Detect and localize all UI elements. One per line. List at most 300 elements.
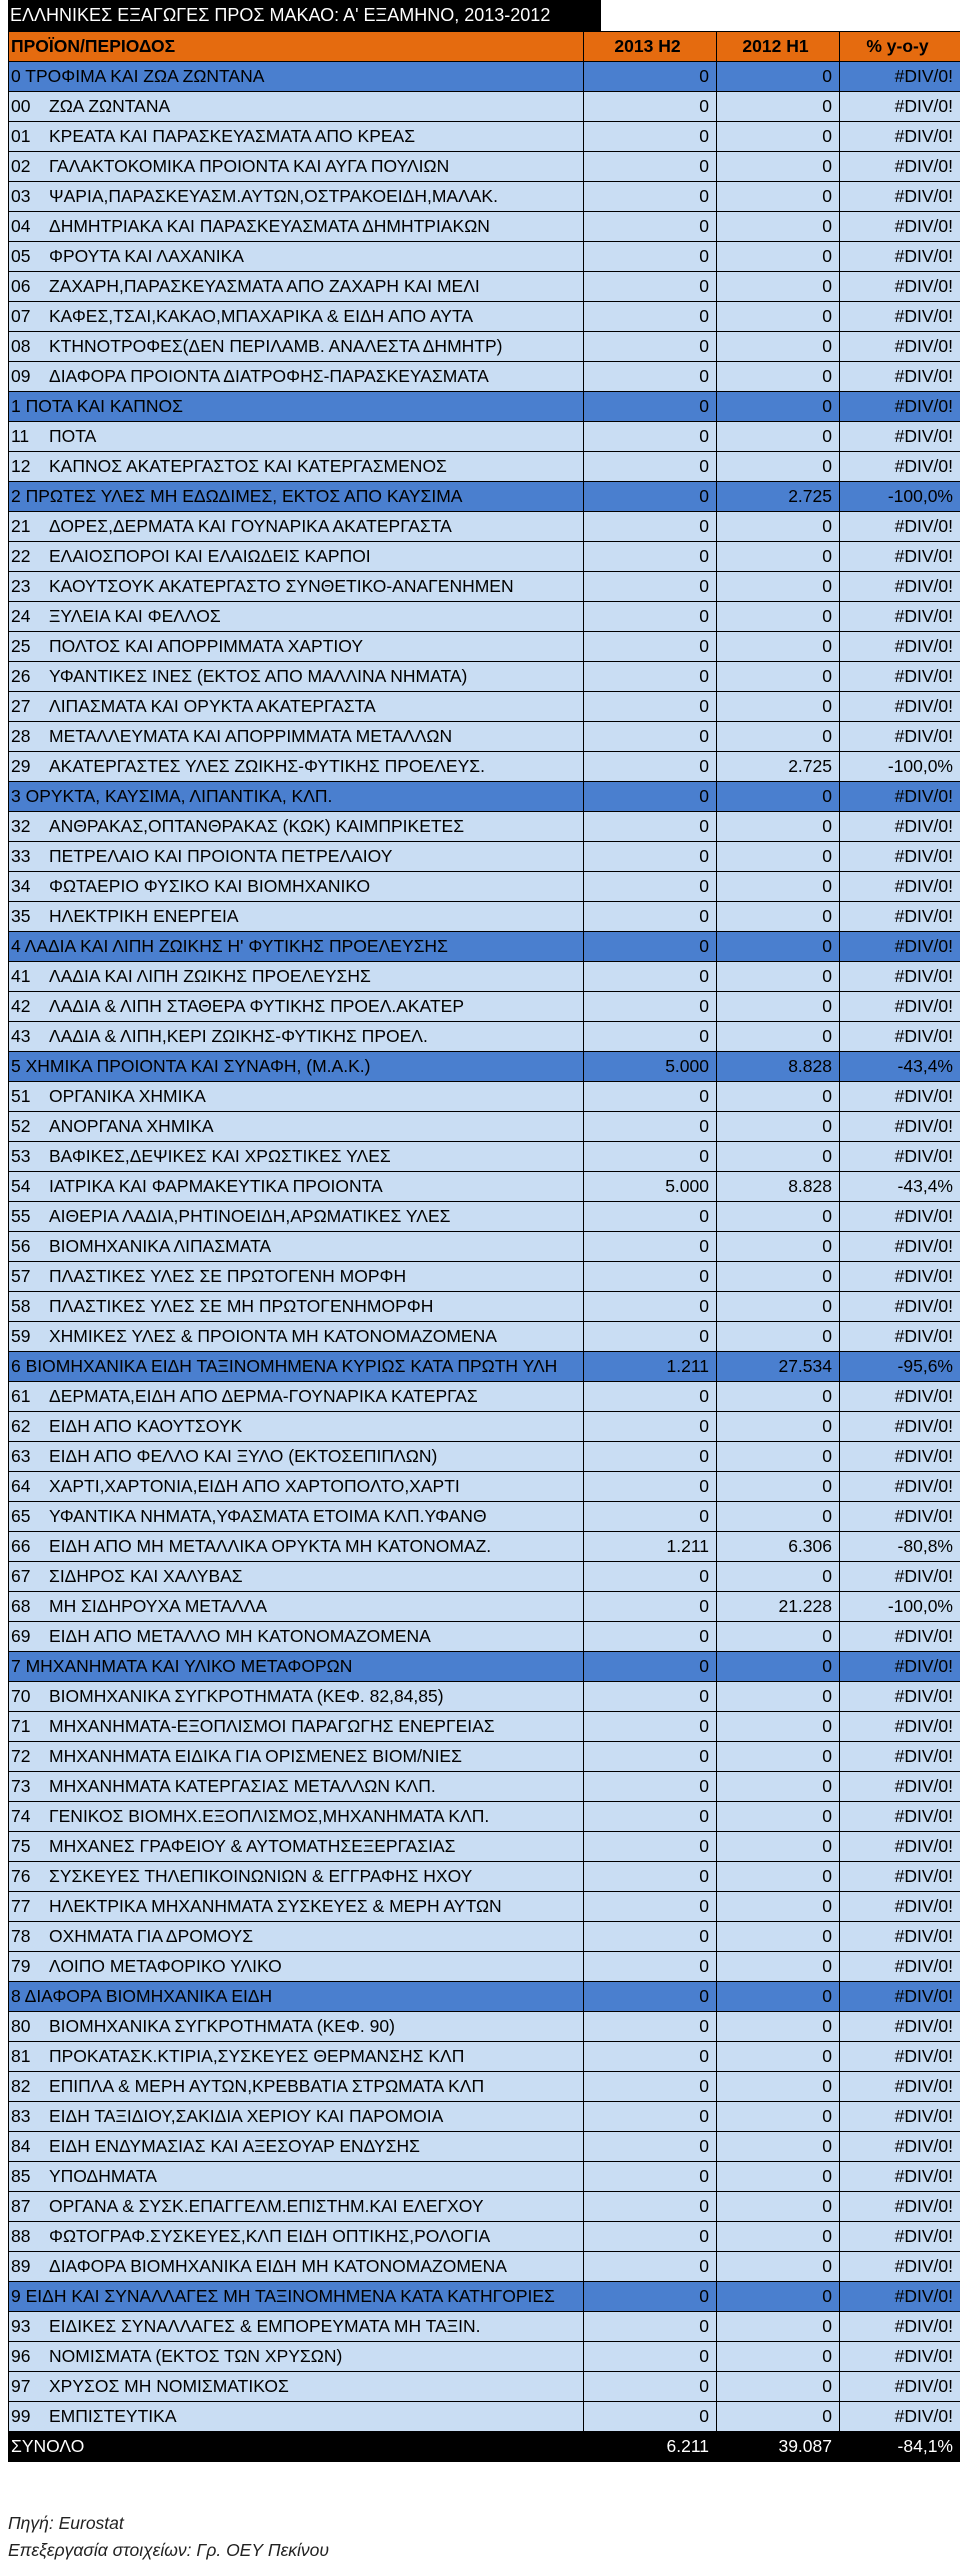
value-2012-h1: 0 (717, 302, 840, 332)
value-yoy: #DIV/0! (840, 542, 960, 572)
product-code: 32 (11, 816, 31, 836)
value-2013-h2: 0 (584, 122, 717, 152)
value-2013-h2: 0 (584, 332, 717, 362)
value-2012-h1: 0 (717, 962, 840, 992)
value-2012-h1: 0 (717, 1082, 840, 1112)
subcategory-row (9, 2132, 960, 2162)
value-2012-h1: 0 (717, 1292, 840, 1322)
value-2012-h1: 0 (717, 1682, 840, 1712)
product-cell (9, 572, 584, 602)
product-name: ΔΕΡΜΑΤΑ,ΕΙΔΗ ΑΠΟ ΔΕΡΜΑ-ΓΟΥΝΑΡΙΚΑ ΚΑΤΕΡΓΑΣ (49, 1386, 478, 1406)
value-2012-h1: 0 (717, 1622, 840, 1652)
product-cell (9, 1832, 584, 1862)
product-cell (9, 452, 584, 482)
subcategory-row (9, 2192, 960, 2222)
product-name: ΨΑΡΙΑ,ΠΑΡΑΣΚΕΥΑΣΜ.ΑΥΤΩΝ,ΟΣΤΡΑΚΟΕΙΔΗ,ΜΑΛΑΚ. (49, 186, 498, 206)
product-name: ΕΙΔΙΚΕΣ ΣΥΝΑΛΛΑΓΕΣ & ΕΜΠΟΡΕΥΜΑΤΑ ΜΗ ΤΑΞΙΝ. (49, 2316, 481, 2336)
value-2012-h1: 0 (717, 2312, 840, 2342)
product-name: ΜΗ ΣΙΔΗΡΟΥΧΑ ΜΕΤΑΛΛΑ (49, 1596, 268, 1616)
product-code: 04 (11, 216, 31, 236)
value-2012-h1: 0 (717, 872, 840, 902)
product-code: 22 (11, 546, 31, 566)
product-code: 62 (11, 1416, 31, 1436)
processing-note: Επεξεργασία στοιχείων: Γρ. ΟΕΥ Πεκίνου (8, 2540, 329, 2560)
subcategory-row (9, 152, 960, 182)
subcategory-row (9, 1772, 960, 1802)
product-name: ΛΑΔΙΑ & ΛΙΠΗ,ΚΕΡΙ ΖΩΙΚΗΣ-ΦΥΤΙΚΗΣ ΠΡΟΕΛ. (49, 1026, 428, 1046)
value-2012-h1: 0 (717, 332, 840, 362)
subcategory-row (9, 1952, 960, 1982)
product-cell (9, 1802, 584, 1832)
subcategory-row (9, 302, 960, 332)
product-name: ΜΕΤΑΛΛΕΥΜΑΤΑ ΚΑΙ ΑΠΟΡΡΙΜΜΑΤΑ ΜΕΤΑΛΛΩΝ (49, 726, 453, 746)
value-yoy: #DIV/0! (840, 782, 960, 812)
value-yoy: #DIV/0! (840, 2372, 960, 2402)
product-cell (9, 1862, 584, 1892)
value-yoy: -95,6% (840, 1352, 960, 1382)
subcategory-row (9, 752, 960, 782)
value-yoy: #DIV/0! (840, 1082, 960, 1112)
product-name: ΕΠΙΠΛΑ & ΜΕΡΗ ΑΥΤΩΝ,ΚΡΕΒΒΑΤΙΑ ΣΤΡΩΜΑΤΑ ΚΛΠ (49, 2076, 485, 2096)
value-2013-h2: 0 (584, 182, 717, 212)
value-yoy: #DIV/0! (840, 1922, 960, 1952)
product-code: 11 (11, 426, 30, 446)
category-row (9, 62, 960, 92)
product-name: 5 ΧΗΜΙΚΑ ΠΡΟΙΟΝΤΑ ΚΑΙ ΣΥΝΑΦΗ, (Μ.Α.Κ.) (11, 1056, 371, 1076)
subcategory-row (9, 182, 960, 212)
product-cell (9, 482, 584, 512)
subcategory-row (9, 92, 960, 122)
value-2012-h1: 0 (717, 2402, 840, 2432)
product-code: 57 (11, 1266, 31, 1286)
value-2012-h1: 0 (717, 2282, 840, 2312)
value-2013-h2: 0 (584, 422, 717, 452)
product-cell (9, 1502, 584, 1532)
value-2012-h1: 0 (717, 602, 840, 632)
value-2012-h1: 27.534 (717, 1352, 840, 1382)
product-name: ΧΑΡΤΙ,ΧΑΡΤΟΝΙΑ,ΕΙΔΗ ΑΠΟ ΧΑΡΤΟΠΟΛΤΟ,ΧΑΡΤΙ (49, 1476, 460, 1496)
value-yoy: #DIV/0! (840, 2312, 960, 2342)
product-name: ΠΟΤΑ (49, 426, 97, 446)
product-name: 7 ΜΗΧΑΝΗΜΑΤΑ ΚΑΙ ΥΛΙΚΟ ΜΕΤΑΦΟΡΩΝ (11, 1656, 353, 1676)
value-2012-h1: 0 (717, 572, 840, 602)
product-name: ΕΙΔΗ ΑΠΟ ΜΕΤΑΛΛΟ ΜΗ ΚΑΤΟΝΟΜΑΖΟΜΕΝΑ (49, 1626, 431, 1646)
value-2013-h2: 0 (584, 2072, 717, 2102)
category-row (9, 932, 960, 962)
value-yoy: #DIV/0! (840, 1442, 960, 1472)
product-name: ΓΑΛΑΚΤΟΚΟΜΙΚΑ ΠΡΟΙΟΝΤΑ ΚΑΙ ΑΥΓΑ ΠΟΥΛΙΩΝ (49, 156, 450, 176)
value-2012-h1: 0 (717, 542, 840, 572)
product-cell (9, 2162, 584, 2192)
product-cell (9, 1592, 584, 1622)
product-name: ΑΝΘΡΑΚΑΣ,ΟΠΤΑΝΘΡΑΚΑΣ (ΚΩΚ) ΚΑΙΜΠΡΙΚΕΤΕΣ (49, 816, 465, 836)
value-2013-h2: 0 (584, 512, 717, 542)
product-name: ΣΙΔΗΡΟΣ ΚΑΙ ΧΑΛΥΒΑΣ (49, 1566, 243, 1586)
product-name: ΠΕΤΡΕΛΑΙΟ ΚΑΙ ΠΡΟΙΟΝΤΑ ΠΕΤΡΕΛΑΙΟΥ (49, 846, 393, 866)
product-name: ΚΡΕΑΤΑ ΚΑΙ ΠΑΡΑΣΚΕΥΑΣΜΑΤΑ ΑΠΟ ΚΡΕΑΣ (49, 126, 416, 146)
product-cell (9, 2042, 584, 2072)
value-2012-h1: 0 (717, 1922, 840, 1952)
header-2012-h1: 2012 H1 (717, 32, 840, 62)
product-cell (9, 422, 584, 452)
subcategory-row (9, 572, 960, 602)
value-2013-h2: 0 (584, 572, 717, 602)
product-cell (9, 1652, 584, 1682)
product-name: ΟΡΓΑΝΑ & ΣΥΣΚ.ΕΠΑΓΓΕΛΜ.ΕΠΙΣΤΗΜ.ΚΑΙ ΕΛΕΓΧΟΥ (49, 2196, 484, 2216)
value-yoy: #DIV/0! (840, 1412, 960, 1442)
value-2012-h1: 6.306 (717, 1532, 840, 1562)
product-name: ΜΗΧΑΝΗΜΑΤΑ ΕΙΔΙΚΑ ΓΙΑ ΟΡΙΣΜΕΝΕΣ ΒΙΟΜ/ΝΙΕΣ (49, 1746, 462, 1766)
value-yoy: #DIV/0! (840, 962, 960, 992)
subcategory-row (9, 422, 960, 452)
value-2013-h2: 0 (584, 2252, 717, 2282)
sheet-title: ΕΛΛΗΝΙΚΕΣ ΕΞΑΓΩΓΕΣ ΠΡΟΣ ΜΑΚΑΟ: Α' ΕΞΑΜΗΝΟ, 2013-2012 (8, 0, 601, 31)
value-2013-h2: 0 (584, 1772, 717, 1802)
product-code: 09 (11, 366, 31, 386)
value-yoy: -100,0% (840, 482, 960, 512)
product-cell (9, 752, 584, 782)
product-code: 61 (11, 1386, 31, 1406)
value-2013-h2: 0 (584, 1262, 717, 1292)
value-2013-h2: 0 (584, 2372, 717, 2402)
product-name: ΠΟΛΤΟΣ ΚΑΙ ΑΠΟΡΡΙΜΜΑΤΑ ΧΑΡΤΙΟΥ (49, 636, 364, 656)
value-2013-h2: 0 (584, 1922, 717, 1952)
product-name: ΕΙΔΗ ΕΝΔΥΜΑΣΙΑΣ ΚΑΙ ΑΞΕΣΟΥΑΡ ΕΝΔΥΣΗΣ (49, 2136, 420, 2156)
value-2013-h2: 0 (584, 1952, 717, 1982)
value-2012-h1: 0 (717, 1772, 840, 1802)
value-2013-h2: 0 (584, 212, 717, 242)
product-name: 3 ΟΡΥΚΤΑ, ΚΑΥΣΙΜΑ, ΛΙΠΑΝΤΙΚΑ, ΚΛΠ. (11, 786, 333, 806)
product-cell (9, 2132, 584, 2162)
subcategory-row (9, 1082, 960, 1112)
value-2013-h2: 0 (584, 932, 717, 962)
product-code: 71 (11, 1716, 31, 1736)
subcategory-row (9, 2162, 960, 2192)
value-2012-h1: 0 (717, 512, 840, 542)
value-2013-h2: 0 (584, 1082, 717, 1112)
value-2012-h1: 0 (717, 1712, 840, 1742)
value-yoy: #DIV/0! (840, 1262, 960, 1292)
subcategory-row (9, 842, 960, 872)
product-name: ΛΙΠΑΣΜΑΤΑ ΚΑΙ ΟΡΥΚΤΑ ΑΚΑΤΕΡΓΑΣΤΑ (49, 696, 376, 716)
product-code: 12 (11, 456, 31, 476)
value-yoy: #DIV/0! (840, 92, 960, 122)
value-yoy: #DIV/0! (840, 812, 960, 842)
value-yoy: #DIV/0! (840, 2072, 960, 2102)
product-name: ΚΑΦΕΣ,ΤΣΑΙ,ΚΑΚΑΟ,ΜΠΑΧΑΡΙΚΑ & ΕΙΔΗ ΑΠΟ ΑΥΤΑ (49, 306, 474, 326)
value-2012-h1: 0 (717, 2162, 840, 2192)
value-2012-h1: 21.228 (717, 1592, 840, 1622)
value-2013-h2: 0 (584, 1982, 717, 2012)
value-2012-h1: 0 (717, 62, 840, 92)
product-cell (9, 62, 584, 92)
value-2013-h2: 0 (584, 2162, 717, 2192)
product-name: ΧΡΥΣΟΣ ΜΗ ΝΟΜΙΣΜΑΤΙΚΟΣ (49, 2376, 289, 2396)
product-name: ΠΛΑΣΤΙΚΕΣ ΥΛΕΣ ΣΕ ΜΗ ΠΡΩΤΟΓΕΝΗΜΟΡΦΗ (49, 1296, 434, 1316)
value-2013-h2: 0 (584, 1742, 717, 1772)
product-cell (9, 632, 584, 662)
value-yoy: #DIV/0! (840, 1712, 960, 1742)
product-cell (9, 1052, 584, 1082)
value-2013-h2: 0 (584, 1022, 717, 1052)
product-cell (9, 272, 584, 302)
value-2013-h2: 0 (584, 962, 717, 992)
value-2013-h2: 0 (584, 2282, 717, 2312)
subcategory-row (9, 902, 960, 932)
product-code: 33 (11, 846, 31, 866)
value-2013-h2: 5.000 (584, 1052, 717, 1082)
product-name: 0 ΤΡΟΦΙΜΑ ΚΑΙ ΖΩΑ ΖΩΝΤΑΝΑ (11, 66, 265, 86)
header-product: ΠΡΟΪΟΝ/ΠΕΡΙΟΔΟΣ (9, 32, 584, 62)
product-name: ΗΛΕΚΤΡΙΚΗ ΕΝΕΡΓΕΙΑ (49, 906, 239, 926)
product-name: ΜΗΧΑΝΗΜΑΤΑ-ΕΞΟΠΛΙΣΜΟΙ ΠΑΡΑΓΩΓΗΣ ΕΝΕΡΓΕΙΑΣ (49, 1716, 495, 1736)
value-2012-h1: 8.828 (717, 1052, 840, 1082)
subcategory-row (9, 362, 960, 392)
value-2013-h2: 0 (584, 1622, 717, 1652)
product-name: ΥΠΟΔΗΜΑΤΑ (49, 2166, 157, 2186)
value-2012-h1: 0 (717, 2102, 840, 2132)
value-yoy: #DIV/0! (840, 572, 960, 602)
product-cell (9, 152, 584, 182)
product-code: 53 (11, 1146, 31, 1166)
subcategory-row (9, 1742, 960, 1772)
value-2013-h2: 0 (584, 1712, 717, 1742)
product-code: 75 (11, 1836, 31, 1856)
product-code: 56 (11, 1236, 31, 1256)
total-2013-h2: 6.211 (584, 2432, 717, 2462)
product-code: 99 (11, 2406, 31, 2426)
subcategory-row (9, 2042, 960, 2072)
product-code: 84 (11, 2136, 31, 2156)
product-cell (9, 1172, 584, 1202)
subcategory-row (9, 1682, 960, 1712)
subcategory-row (9, 1232, 960, 1262)
value-2013-h2: 0 (584, 62, 717, 92)
exports-table (8, 31, 960, 2462)
value-2013-h2: 0 (584, 1442, 717, 1472)
subcategory-row (9, 1442, 960, 1472)
product-code: 29 (11, 756, 31, 776)
product-cell (9, 692, 584, 722)
value-2013-h2: 0 (584, 872, 717, 902)
value-2013-h2: 0 (584, 1382, 717, 1412)
product-cell (9, 1142, 584, 1172)
product-code: 06 (11, 276, 31, 296)
product-name: ΔΟΡΕΣ,ΔΕΡΜΑΤΑ ΚΑΙ ΓΟΥΝΑΡΙΚΑ ΑΚΑΤΕΡΓΑΣΤΑ (49, 516, 452, 536)
product-cell (9, 902, 584, 932)
subcategory-row (9, 1142, 960, 1172)
value-2012-h1: 0 (717, 362, 840, 392)
value-2012-h1: 0 (717, 932, 840, 962)
value-yoy: -80,8% (840, 1532, 960, 1562)
product-cell (9, 2222, 584, 2252)
value-yoy: #DIV/0! (840, 2282, 960, 2312)
product-code: 01 (11, 126, 31, 146)
value-2012-h1: 0 (717, 902, 840, 932)
value-2012-h1: 0 (717, 1022, 840, 1052)
category-row (9, 782, 960, 812)
value-2012-h1: 0 (717, 1412, 840, 1442)
value-yoy: #DIV/0! (840, 992, 960, 1022)
subcategory-row (9, 2012, 960, 2042)
value-2013-h2: 0 (584, 2222, 717, 2252)
value-yoy: #DIV/0! (840, 1292, 960, 1322)
value-yoy: -100,0% (840, 1592, 960, 1622)
category-row (9, 1652, 960, 1682)
product-code: 78 (11, 1926, 31, 1946)
value-yoy: #DIV/0! (840, 692, 960, 722)
value-yoy: #DIV/0! (840, 2012, 960, 2042)
product-cell (9, 1952, 584, 1982)
value-2012-h1: 0 (717, 272, 840, 302)
product-name: ΕΜΠΙΣΤΕΥΤΙΚΑ (49, 2406, 177, 2426)
category-row (9, 392, 960, 422)
product-name: ΦΡΟΥΤΑ ΚΑΙ ΛΑΧΑΝΙΚΑ (49, 246, 244, 266)
subcategory-row (9, 1532, 960, 1562)
value-2013-h2: 0 (584, 1472, 717, 1502)
product-cell (9, 1742, 584, 1772)
product-name: ΞΥΛΕΙΑ ΚΑΙ ΦΕΛΛΟΣ (49, 606, 221, 626)
product-code: 03 (11, 186, 31, 206)
value-yoy: #DIV/0! (840, 2342, 960, 2372)
product-code: 08 (11, 336, 31, 356)
value-yoy: #DIV/0! (840, 1502, 960, 1532)
subcategory-row (9, 2222, 960, 2252)
product-name: ΧΗΜΙΚΕΣ ΥΛΕΣ & ΠΡΟΙΟΝΤΑ ΜΗ ΚΑΤΟΝΟΜΑΖΟΜΕΝΑ (49, 1326, 497, 1346)
product-name: ΚΑΠΝΟΣ ΑΚΑΤΕΡΓΑΣΤΟΣ ΚΑΙ ΚΑΤΕΡΓΑΣΜΕΝΟΣ (49, 456, 447, 476)
value-2012-h1: 0 (717, 2072, 840, 2102)
value-yoy: #DIV/0! (840, 1472, 960, 1502)
value-yoy: #DIV/0! (840, 272, 960, 302)
value-2012-h1: 0 (717, 212, 840, 242)
product-code: 27 (11, 696, 31, 716)
product-cell (9, 1772, 584, 1802)
product-cell (9, 362, 584, 392)
table-body (9, 32, 960, 2462)
value-2013-h2: 0 (584, 992, 717, 1022)
value-2012-h1: 0 (717, 1952, 840, 1982)
value-yoy: -100,0% (840, 752, 960, 782)
subcategory-row (9, 1622, 960, 1652)
value-yoy: #DIV/0! (840, 1802, 960, 1832)
product-cell (9, 92, 584, 122)
value-2013-h2: 5.000 (584, 1172, 717, 1202)
product-cell (9, 1112, 584, 1142)
category-row (9, 1052, 960, 1082)
value-yoy: #DIV/0! (840, 1742, 960, 1772)
product-cell (9, 2342, 584, 2372)
product-cell (9, 1082, 584, 1112)
product-cell (9, 1322, 584, 1352)
product-name: ΥΦΑΝΤΙΚΕΣ ΙΝΕΣ (ΕΚΤΟΣ ΑΠΟ ΜΑΛΛΙΝΑ ΝΗΜΑΤΑ) (49, 666, 468, 686)
product-code: 34 (11, 876, 31, 896)
product-code: 83 (11, 2106, 31, 2126)
value-yoy: #DIV/0! (840, 1202, 960, 1232)
value-2012-h1: 0 (717, 1742, 840, 1772)
product-code: 58 (11, 1296, 31, 1316)
product-name: ΥΦΑΝΤΙΚΑ ΝΗΜΑΤΑ,ΥΦΑΣΜΑΤΑ ΕΤΟΙΜΑ ΚΛΠ.ΥΦΑΝΘ (49, 1506, 487, 1526)
subcategory-row (9, 1802, 960, 1832)
spreadsheet (8, 0, 960, 2462)
value-yoy: #DIV/0! (840, 932, 960, 962)
product-cell (9, 512, 584, 542)
value-yoy: #DIV/0! (840, 1382, 960, 1412)
value-2012-h1: 0 (717, 452, 840, 482)
product-cell (9, 302, 584, 332)
value-2013-h2: 0 (584, 1862, 717, 1892)
subcategory-row (9, 2102, 960, 2132)
value-2012-h1: 0 (717, 1892, 840, 1922)
value-2013-h2: 0 (584, 392, 717, 422)
value-2012-h1: 0 (717, 2372, 840, 2402)
value-2012-h1: 0 (717, 392, 840, 422)
value-2013-h2: 0 (584, 902, 717, 932)
value-yoy: #DIV/0! (840, 512, 960, 542)
value-2012-h1: 0 (717, 1442, 840, 1472)
value-2013-h2: 0 (584, 152, 717, 182)
product-code: 66 (11, 1536, 31, 1556)
value-2013-h2: 0 (584, 782, 717, 812)
product-code: 23 (11, 576, 31, 596)
subcategory-row (9, 1862, 960, 1892)
value-2013-h2: 0 (584, 302, 717, 332)
value-2012-h1: 0 (717, 1112, 840, 1142)
value-2013-h2: 0 (584, 1832, 717, 1862)
product-name: ΒΙΟΜΗΧΑΝΙΚΑ ΣΥΓΚΡΟΤΗΜΑΤΑ (ΚΕΦ. 82,84,85) (49, 1686, 444, 1706)
value-2012-h1: 0 (717, 182, 840, 212)
total-2012-h1: 39.087 (717, 2432, 840, 2462)
subcategory-row (9, 1412, 960, 1442)
subcategory-row (9, 332, 960, 362)
subcategory-row (9, 122, 960, 152)
subcategory-row (9, 632, 960, 662)
value-2013-h2: 0 (584, 1682, 717, 1712)
value-yoy: #DIV/0! (840, 152, 960, 182)
product-name: ΑΚΑΤΕΡΓΑΣΤΕΣ ΥΛΕΣ ΖΩΙΚΗΣ-ΦΥΤΙΚΗΣ ΠΡΟΕΛΕΥΣ. (49, 756, 485, 776)
product-name: ΔΙΑΦΟΡΑ ΒΙΟΜΗΧΑΝΙΚΑ ΕΙΔΗ ΜΗ ΚΑΤΟΝΟΜΑΖΟΜΕΝΑ (49, 2256, 507, 2276)
value-yoy: -43,4% (840, 1052, 960, 1082)
value-yoy: #DIV/0! (840, 1232, 960, 1262)
product-cell (9, 1442, 584, 1472)
value-yoy: #DIV/0! (840, 302, 960, 332)
product-cell (9, 1562, 584, 1592)
product-code: 65 (11, 1506, 31, 1526)
product-code: 79 (11, 1956, 31, 1976)
product-code: 74 (11, 1806, 31, 1826)
subcategory-row (9, 1022, 960, 1052)
product-name: ΛΟΙΠΟ ΜΕΤΑΦΟΡΙΚΟ ΥΛΙΚΟ (49, 1956, 282, 1976)
value-yoy: #DIV/0! (840, 332, 960, 362)
product-cell (9, 1382, 584, 1412)
value-yoy: #DIV/0! (840, 1622, 960, 1652)
value-2013-h2: 0 (584, 2042, 717, 2072)
value-2013-h2: 0 (584, 1652, 717, 1682)
product-code: 00 (11, 96, 31, 116)
product-code: 87 (11, 2196, 31, 2216)
value-2012-h1: 0 (717, 2192, 840, 2222)
value-2012-h1: 0 (717, 692, 840, 722)
product-code: 43 (11, 1026, 31, 1046)
subcategory-row (9, 272, 960, 302)
value-2012-h1: 0 (717, 2042, 840, 2072)
product-code: 35 (11, 906, 31, 926)
value-yoy: -43,4% (840, 1172, 960, 1202)
product-name: 8 ΔΙΑΦΟΡΑ ΒΙΟΜΗΧΑΝΙΚΑ ΕΙΔΗ (11, 1986, 273, 2006)
product-code: 73 (11, 1776, 31, 1796)
value-2012-h1: 0 (717, 92, 840, 122)
value-2013-h2: 1.211 (584, 1532, 717, 1562)
product-code: 63 (11, 1446, 31, 1466)
